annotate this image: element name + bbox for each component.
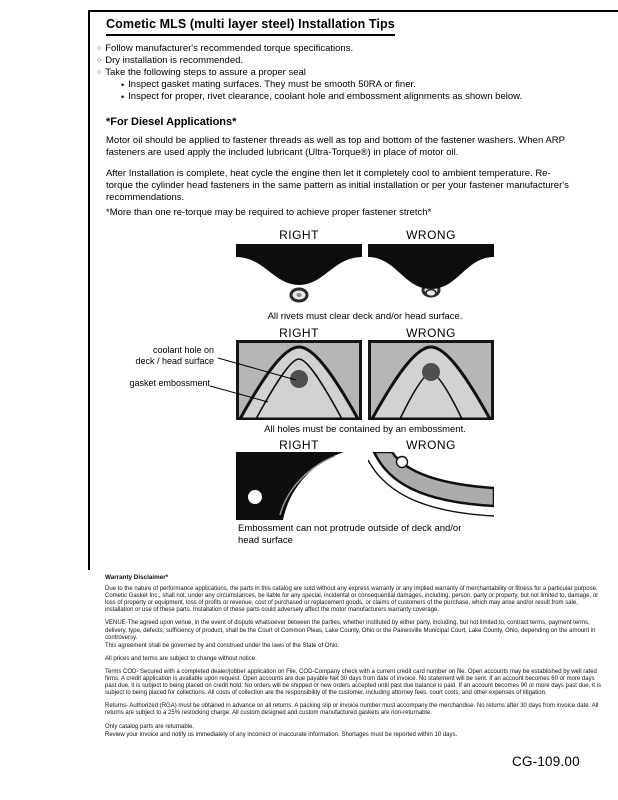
warranty-governed: This agreement shall be governed by and construed under the laws of the State of Ohio. — [105, 642, 340, 649]
wrong-label-row1: WRONG — [406, 228, 456, 242]
right-label-row1: RIGHT — [279, 228, 319, 242]
tip-text: Take the following steps to assure a proper seal — [105, 67, 306, 78]
tip-sub-item — [121, 91, 522, 103]
bullet-marker: ○ — [97, 57, 102, 64]
annotation-coolant-hole-line1: coolant hole on — [152, 345, 214, 355]
caption-protrude: Embossment can not protrude outside of deck and/or head surface — [238, 523, 462, 546]
diagram-protrude-wrong — [368, 452, 494, 520]
warranty-catalog: Only catalog parts are returnable. — [105, 723, 195, 730]
page-border-left — [88, 10, 90, 570]
tip-sub-item — [121, 79, 416, 91]
diagram-embossment-wrong — [368, 340, 494, 420]
tip-text: Inspect for proper, rivet clearance, coolant hole and embossment alignments as shown below. — [128, 91, 523, 102]
diesel-heading: *For Diesel Applications* — [106, 116, 237, 128]
diagram-protrude-right — [236, 452, 362, 520]
annotation-coolant-hole-line2: deck / head surface — [135, 356, 214, 366]
warranty-liability: Due to the nature of performance applications, the parts in this catalog are sold without any express warranty or any implied warranty of merchantability or fitness for a particular purpose. Cometic Gasket Inc., shall not, under any circumstances, be liable for any special, incidental or consequential damages, including, person, party or property, but not limited to, damage, or loss of property or equipment, loss of profits or revenue, cost of purchased or replacement goods, or claims of customers of the purchase, which may arise and/or result from sale, installation or use of these parts. Installation of these parts could adversely affect the motor manufacturers warranty coverage. — [105, 586, 599, 614]
annotation-pointer-lines — [100, 340, 370, 430]
tip-text: Inspect gasket mating surfaces. They must be smooth 50RA or finer. — [128, 79, 416, 90]
warranty-venue: VENUE-The agreed upon venue, in the event of dispute whatsoever between the parties, whether instituted by either party, including, but not limited to, contract terms, payment terms, delivery, type, defects, sufficiency of product, shall be the Court of Common Pleas, Lake County, Ohio or the Painesville Municipal Court, Lake County, Ohio, depending on the amount in controversy. — [105, 620, 596, 641]
warranty-prices: All prices and terms are subject to change without notice. — [105, 655, 257, 662]
wrong-label-row2: WRONG — [406, 326, 456, 340]
tip-item — [97, 67, 306, 79]
right-label-row3: RIGHT — [279, 438, 319, 452]
warranty-review: Review your invoice and notify us immediately of any incorrect or inaccurate information. Shortages must be reported within 10 days. — [105, 731, 458, 738]
diesel-paragraph-2: After Installation is complete, heat cycle the engine then let it completely cool to ambient temperature. Re-torque the cylinder head fasteners in the same pattern as initial installation or per your fastener manufacturer's recommendations. — [106, 168, 569, 203]
diesel-paragraph-3: *More than one re-torque may be required to achieve proper fastener stretch* — [106, 207, 432, 218]
bullet-marker: • — [121, 92, 125, 102]
tip-text: Dry installation is recommended. — [105, 55, 244, 66]
wrong-label-row3: WRONG — [406, 438, 456, 452]
warranty-heading: Warranty Disclaimer* — [105, 574, 169, 581]
annotation-gasket-embossment: gasket embossment — [129, 378, 210, 388]
warranty-returns: Returns- Authorized (RGA) must be obtained in advance on all returns. A packing slip or invoice number must accompany the merchandise. No returns after 30 days from invoice date. All returns are subject to a 25% restocking charge. All custom designed and custom manufactured gaskets are non-returnable. — [105, 703, 599, 717]
page-title: Cometic MLS (multi layer steel) Installation Tips — [106, 17, 395, 36]
diagram-rivet-wrong — [368, 244, 494, 306]
tip-text: Follow manufacturer's recommended torque specifications. — [105, 43, 354, 54]
bullet-marker: ○ — [97, 45, 102, 52]
warranty-terms: Terms COD- Secured with a completed dealer/jobber application on File, COD-Company check with a current credit card number on file. Open accounts may be established by well rated firms. A credit application is available upon request. Open accounts are due payable Net 30 days from date of invoice. No statement will be sent. If an account becomes 60 or more days past due, it is subject to being placed on credit hold. No orders will be shipped or new orders accepted until past due balance is paid. If an account becomes 90 or more days past due, it is subject to being placed for collections. All costs of collection are the responsibility of the customer, including attorney fees, court costs, and other expenses of litigation. — [105, 668, 601, 697]
diesel-paragraph-1: Motor oil should be applied to fastener threads as well as top and bottom of the fastener washers. When ARP fasteners are used apply the included lubricant (Ultra-Torque®) in place of motor oil. — [106, 135, 565, 158]
page-number: CG-109.00 — [512, 754, 580, 769]
tip-item — [97, 43, 353, 55]
caption-rivets: All rivets must clear deck and/or head surface. — [267, 311, 463, 322]
right-label-row2: RIGHT — [279, 326, 319, 340]
warranty-section — [105, 574, 602, 745]
caption-holes: All holes must be contained by an embossment. — [264, 424, 466, 435]
bullet-marker: • — [121, 80, 125, 90]
bullet-marker: ○ — [97, 69, 102, 76]
diagram-rivet-right — [236, 244, 362, 306]
page-border-top — [88, 10, 618, 12]
tip-item — [97, 55, 243, 67]
